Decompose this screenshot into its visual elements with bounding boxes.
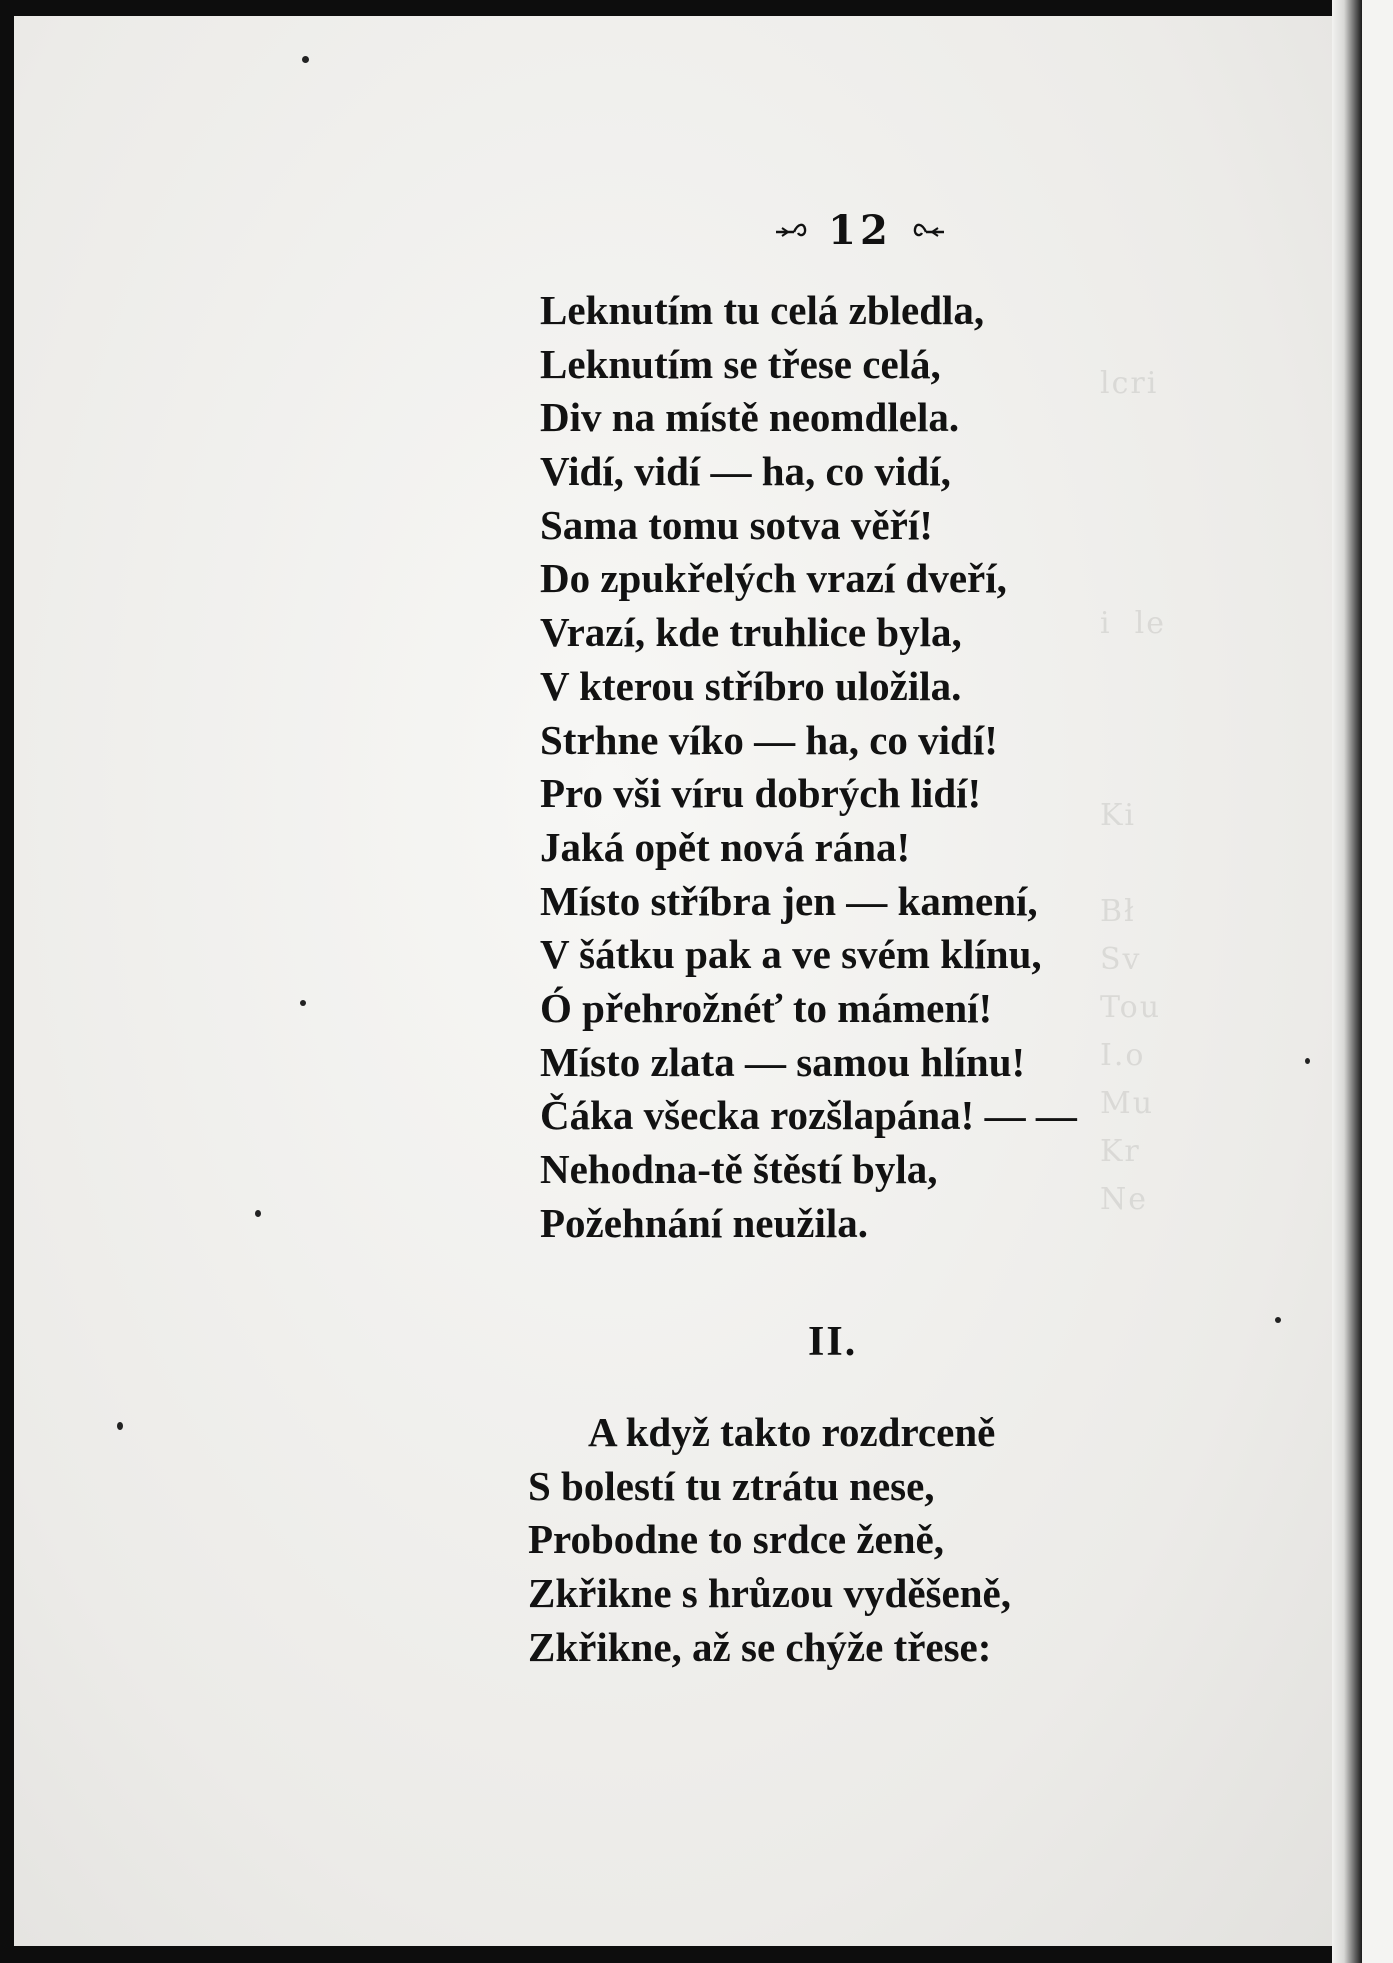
speck	[117, 1422, 123, 1430]
poem-stanza-2	[528, 1406, 1011, 1674]
page-gutter-shadow	[1332, 0, 1362, 1963]
right-ornament-icon	[904, 217, 946, 243]
speck	[1305, 1058, 1310, 1064]
verse-line: Vidí, vidí — ha, co vidí,	[540, 448, 951, 495]
show-through-text: lcri i le Ki Bł Sv Tou I.o Mu Kr Ne	[1100, 366, 1167, 1217]
verse-line: Leknutím se třese celá,	[540, 340, 941, 387]
verse-line: Strhne víko — ha, co vidí!	[540, 716, 998, 763]
verse-line: A když takto rozdrceně	[588, 1409, 996, 1455]
verse-line: Místo stříbra jen — kamení,	[540, 877, 1038, 924]
verse-line: Nehodna-tě štěstí byla,	[540, 1146, 938, 1192]
verse-line: Sama tomu sotva věří!	[540, 501, 933, 548]
verse-line: S bolestí tu ztrátu nese,	[528, 1462, 935, 1509]
facing-page-edge	[1362, 0, 1393, 1963]
verse-line: Zkřikne, až se chýže třese:	[528, 1623, 992, 1670]
verse-line: Místo zlata — samou hlínu!	[540, 1038, 1026, 1085]
verse-line: Čáka všecka rozšlapána! — —	[540, 1092, 1077, 1139]
verse-line: Jaká opět nová rána!	[540, 823, 911, 870]
speck	[302, 56, 309, 63]
section-heading: II.	[808, 1319, 858, 1365]
verse-line: Probodne to srdce ženě,	[528, 1516, 945, 1563]
verse-line: Div na místě neomdlela.	[540, 394, 960, 441]
speck	[300, 1000, 306, 1006]
poem-stanza-1	[540, 284, 1077, 1250]
speck	[255, 1210, 261, 1217]
verse-line: Vrazí, kde truhlice byla,	[540, 609, 962, 656]
verse-line: Do zpukřelých vrazí dveří,	[540, 555, 1007, 602]
verse-line: Leknutím tu celá zbledla,	[540, 287, 985, 333]
verse-line: Požehnání neužila.	[540, 1199, 869, 1246]
verse-line: Zkřikne s hrůzou vyděšeně,	[528, 1570, 1011, 1617]
left-ornament-icon	[774, 217, 816, 243]
verse-line: Pro vši víru dobrých lidí!	[540, 770, 982, 817]
verse-line: V šátku pak a ve svém klínu,	[540, 931, 1042, 978]
verse-line: Ó přehrožnéť to mámení!	[540, 984, 993, 1031]
verse-line: V kterou stříbro uložila.	[540, 662, 962, 709]
page-number: 12	[828, 206, 892, 254]
page-header	[740, 200, 980, 260]
speck	[1275, 1317, 1281, 1323]
